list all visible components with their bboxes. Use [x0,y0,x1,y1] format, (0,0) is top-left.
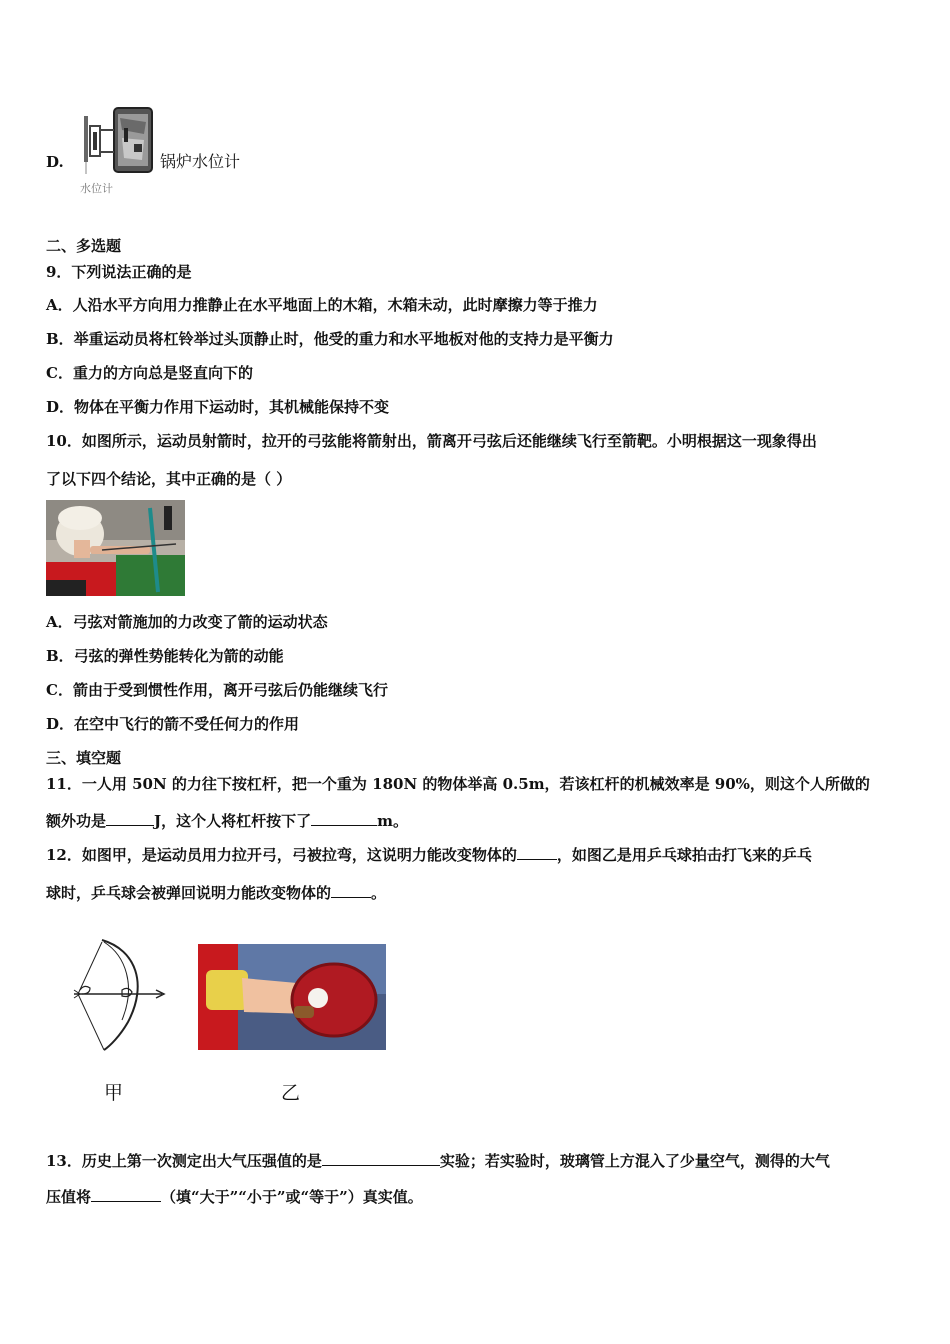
q13-line1 [46,1151,830,1171]
option-letter: D. [46,153,64,171]
q13-text-b: 实验；若实验时，玻璃管上方混入了少量空气，测得的大气 [439,1152,830,1170]
section-title-fill-blank: 三、填空题 [46,749,122,767]
q13-line2 [46,1187,423,1207]
q11-line2 [46,811,408,831]
q12-text-b: ，如图乙是用乒乓球拍击打飞来的乒乓 [556,846,812,864]
q10-stem-line1: 10．如图所示，运动员射箭时，拉开的弓弦能将箭射出，箭离开弓弦后还能继续飞行至箭靶。小明根据这一现象得出 [46,432,817,450]
q8-option-d [46,152,64,172]
q11-text-a: 额外功是 [46,812,107,830]
q12-blank-2[interactable] [331,883,371,898]
q9-option-b: B．举重运动员将杠铃举过头顶静止时，他受的重力和水平地板对他的支持力是平衡力 [46,330,614,348]
ping-pong-photo [198,944,386,1050]
q12-text-d: 。 [371,884,387,902]
q11-line1: 11．一人用 50N 的力往下按杠杆，把一个重为 180N 的物体举高 0.5m，若该杠杆的机械效率是 90%，则这个人所做的 [46,775,870,793]
q13-text-d: （填“大于”“小于”或“等于”）真实值。 [161,1188,423,1206]
q10-option-c: C．箭由于受到惯性作用，离开弓弦后仍能继续飞行 [46,681,388,699]
q11-blank-2[interactable] [311,811,377,826]
q10-option-b: B．弓弦的弹性势能转化为箭的动能 [46,647,284,665]
section-title-multiple-choice: 二、多选题 [46,237,122,255]
caption-jia: 甲 [104,1082,124,1104]
q12-text-a: 12．如图甲，是运动员用力拉开弓，弓被拉弯，这说明力能改变物体的 [46,846,517,864]
q10-option-d: D．在空中飞行的箭不受任何力的作用 [46,715,300,733]
q9-option-a: A．人沿水平方向用力推静止在水平地面上的木箱，木箱未动，此时摩擦力等于推力 [46,296,598,314]
q13-blank-1[interactable] [322,1151,440,1166]
q10-option-a: A．弓弦对箭施加的力改变了箭的运动状态 [46,613,328,631]
q12-text-c: 球时，乒乓球会被弹回说明力能改变物体的 [46,884,332,902]
q10-stem-line2: 了以下四个结论，其中正确的是（ ） [46,470,292,488]
q11-blank-1[interactable] [106,811,154,826]
gauge-caption: 水位计 [80,182,113,195]
q13-blank-2[interactable] [91,1187,161,1202]
q9-stem: 9．下列说法正确的是 [46,263,192,281]
q12-line1 [46,845,812,865]
q13-text-a: 13．历史上第一次测定出大气压强值的是 [46,1152,322,1170]
q9-option-c: C．重力的方向总是竖直向下的 [46,364,253,382]
bow-drawing [66,936,166,1056]
q12-line2 [46,883,386,903]
q11-text-c: m。 [377,812,408,830]
q12-blank-1[interactable] [517,845,557,860]
caption-yi: 乙 [281,1082,301,1104]
q9-option-d: D．物体在平衡力作用下运动时，其机械能保持不变 [46,398,390,416]
q8-option-d-text: 锅炉水位计 [160,152,241,171]
archer-photo [46,500,185,596]
q11-text-b: J，这个人将杠杆按下了 [154,812,312,830]
q13-text-c: 压值将 [46,1188,92,1206]
